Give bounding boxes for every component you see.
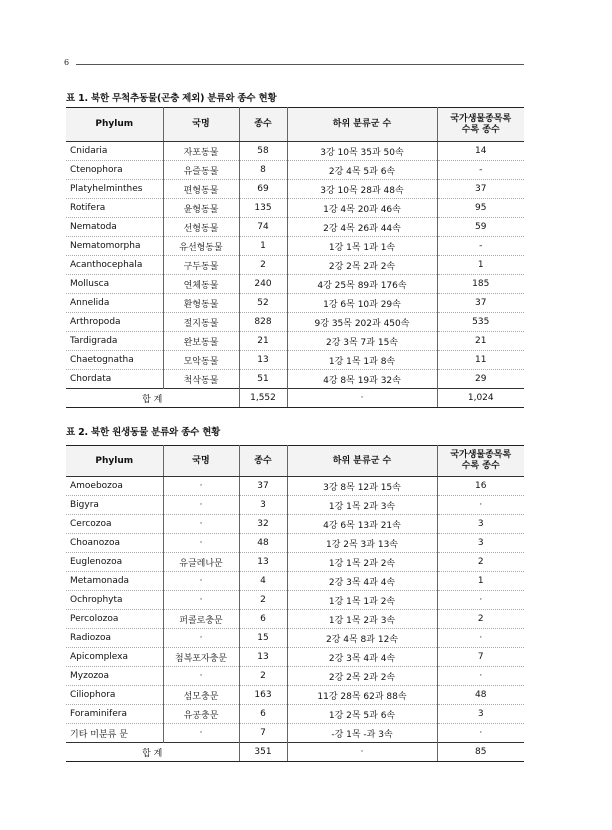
- table-cell: Ciliophora: [66, 686, 163, 705]
- table-row: [66, 256, 524, 275]
- table-cell: 51: [239, 370, 287, 389]
- table-cell: 환형동물: [163, 294, 239, 313]
- table-row: [66, 351, 524, 370]
- table-cell: Myzozoa: [66, 667, 163, 686]
- table-cell: Apicomplexa: [66, 648, 163, 667]
- table-cell: ·: [163, 629, 239, 648]
- table-row: [66, 610, 524, 629]
- table-row: [66, 629, 524, 648]
- table2-header-cell: Phylum: [66, 446, 163, 477]
- table-cell: Arthropoda: [66, 313, 163, 332]
- table-cell: 7: [437, 648, 524, 667]
- table-cell: 135: [239, 199, 287, 218]
- table-row: [66, 332, 524, 351]
- table-cell: Choanozoa: [66, 534, 163, 553]
- table-cell: 1: [437, 256, 524, 275]
- table-cell: 2: [239, 591, 287, 610]
- table-cell: Metamonada: [66, 572, 163, 591]
- table-cell: Euglenozoa: [66, 553, 163, 572]
- total-species: 1,552: [239, 389, 287, 408]
- table-cell: 2강 4목 5과 6속: [287, 161, 437, 180]
- table-cell: 32: [239, 515, 287, 534]
- table-cell: 1강 1목 2과 2속: [287, 553, 437, 572]
- table-cell: 2강 3목 4과 4속: [287, 572, 437, 591]
- table-cell: 37: [239, 477, 287, 496]
- table-cell: 16: [437, 477, 524, 496]
- table-cell: 29: [437, 370, 524, 389]
- table-cell: 퍼콜로충문: [163, 610, 239, 629]
- table-cell: 21: [239, 332, 287, 351]
- table-cell: Nematomorpha: [66, 237, 163, 256]
- table-cell: ·: [163, 667, 239, 686]
- table-cell: 1강 2목 5과 6속: [287, 705, 437, 724]
- table2: [66, 445, 524, 762]
- table-cell: Cercozoa: [66, 515, 163, 534]
- table-cell: 완보동물: [163, 332, 239, 351]
- table-cell: ·: [163, 496, 239, 515]
- table-cell: Bigyra: [66, 496, 163, 515]
- table-cell: 15: [239, 629, 287, 648]
- table-cell: 유선형동물: [163, 237, 239, 256]
- table2-caption: 표 2. 북한 원생동물 분류와 종수 현황: [66, 427, 221, 438]
- table-cell: 185: [437, 275, 524, 294]
- table-cell: 3: [437, 534, 524, 553]
- table-cell: Rotifera: [66, 199, 163, 218]
- table-cell: 2강 3목 7과 15속: [287, 332, 437, 351]
- table-cell: ·: [437, 591, 524, 610]
- table1-caption: 표 1. 북한 무척추동물(곤충 제외) 분류와 종수 현황: [66, 93, 277, 104]
- table-cell: 4강 25목 89과 176속: [287, 275, 437, 294]
- header-rule: [76, 64, 524, 65]
- table2-header-cell: 국가생물종목록 수록 종수: [437, 446, 524, 477]
- table-cell: 1강 6목 10과 29속: [287, 294, 437, 313]
- table1: [66, 107, 524, 408]
- table-cell: Annelida: [66, 294, 163, 313]
- table-cell: 1: [239, 237, 287, 256]
- table-cell: 3: [437, 515, 524, 534]
- table-cell: ·: [437, 496, 524, 515]
- table-cell: 48: [437, 686, 524, 705]
- table-cell: ·: [437, 667, 524, 686]
- table-row: [66, 705, 524, 724]
- table-row: [66, 591, 524, 610]
- table-cell: 1강 1목 2과 3속: [287, 610, 437, 629]
- table-cell: 828: [239, 313, 287, 332]
- total-label: 합 계: [66, 389, 239, 408]
- table-cell: 3: [239, 496, 287, 515]
- table-cell: 모악동물: [163, 351, 239, 370]
- table-row: [66, 553, 524, 572]
- table-cell: 유글레나문: [163, 553, 239, 572]
- table-cell: 6: [239, 610, 287, 629]
- table-cell: 4강 8목 19과 32속: [287, 370, 437, 389]
- table-cell: -: [437, 237, 524, 256]
- table-cell: Percolozoa: [66, 610, 163, 629]
- table-cell: 69: [239, 180, 287, 199]
- table-cell: Foraminifera: [66, 705, 163, 724]
- table-cell: ·: [163, 534, 239, 553]
- table-cell: 기타 미분류 문: [66, 724, 163, 743]
- table-cell: Ochrophyta: [66, 591, 163, 610]
- page-number: 6: [64, 58, 70, 67]
- table-cell: Radiozoa: [66, 629, 163, 648]
- table-cell: ·: [437, 724, 524, 743]
- table-cell: 2강 2목 2과 2속: [287, 256, 437, 275]
- total-row: [66, 743, 524, 762]
- total-listed: 85: [437, 743, 524, 762]
- table-cell: ·: [163, 515, 239, 534]
- table-cell: 74: [239, 218, 287, 237]
- total-listed: 1,024: [437, 389, 524, 408]
- table-cell: 163: [239, 686, 287, 705]
- table-cell: 섬모충문: [163, 686, 239, 705]
- table-cell: -강 1목 -과 3속: [287, 724, 437, 743]
- table-row: [66, 313, 524, 332]
- table-cell: Cnidaria: [66, 142, 163, 161]
- table-cell: 535: [437, 313, 524, 332]
- table-cell: 윤형동물: [163, 199, 239, 218]
- table1-header-cell: Phylum: [66, 108, 163, 142]
- table-cell: 2: [437, 610, 524, 629]
- table-row: [66, 534, 524, 553]
- table-cell: 240: [239, 275, 287, 294]
- table-cell: 1강 1목 2과 3속: [287, 496, 437, 515]
- table-cell: 선형동물: [163, 218, 239, 237]
- table-row: [66, 294, 524, 313]
- table2-header-cell: 국명: [163, 446, 239, 477]
- table-row: [66, 275, 524, 294]
- table-row: [66, 237, 524, 256]
- table-cell: 3: [437, 705, 524, 724]
- table-cell: 2: [239, 256, 287, 275]
- table2-header-cell: 종수: [239, 446, 287, 477]
- table-cell: ·: [437, 629, 524, 648]
- table-cell: 4: [239, 572, 287, 591]
- table-cell: 13: [239, 553, 287, 572]
- table-cell: Chaetognatha: [66, 351, 163, 370]
- table-cell: 2: [437, 553, 524, 572]
- table-row: [66, 218, 524, 237]
- table-cell: 7: [239, 724, 287, 743]
- table-cell: -: [437, 161, 524, 180]
- table-cell: 2강 2목 2과 2속: [287, 667, 437, 686]
- table-cell: 9강 35목 202과 450속: [287, 313, 437, 332]
- table-cell: 자포동물: [163, 142, 239, 161]
- table-cell: 1강 1목 1과 2속: [287, 591, 437, 610]
- table-cell: 52: [239, 294, 287, 313]
- table-cell: 1: [437, 572, 524, 591]
- total-subtaxa: ·: [287, 743, 437, 762]
- table-cell: ·: [163, 591, 239, 610]
- table-cell: 37: [437, 294, 524, 313]
- table-cell: ·: [163, 724, 239, 743]
- table2-header-cell: 하위 분류군 수: [287, 446, 437, 477]
- table-cell: 37: [437, 180, 524, 199]
- table-cell: 편형동물: [163, 180, 239, 199]
- table-row: [66, 370, 524, 389]
- table2-header-row: [66, 446, 524, 477]
- table-row: [66, 142, 524, 161]
- table1-header-cell: 국가생물종목록 수록 종수: [437, 108, 524, 142]
- table-cell: ·: [163, 477, 239, 496]
- table-cell: 3강 10목 35과 50속: [287, 142, 437, 161]
- table-row: [66, 515, 524, 534]
- table-cell: 2: [239, 667, 287, 686]
- table-cell: Platyhelminthes: [66, 180, 163, 199]
- table-cell: 척삭동물: [163, 370, 239, 389]
- table-cell: 1강 1목 1과 8속: [287, 351, 437, 370]
- table-cell: 48: [239, 534, 287, 553]
- table-cell: 첨복포자충문: [163, 648, 239, 667]
- table-cell: Acanthocephala: [66, 256, 163, 275]
- total-species: 351: [239, 743, 287, 762]
- table-cell: 1강 2목 3과 13속: [287, 534, 437, 553]
- table-cell: 11: [437, 351, 524, 370]
- table-cell: 1강 4목 20과 46속: [287, 199, 437, 218]
- table-cell: Chordata: [66, 370, 163, 389]
- table-cell: 2강 3목 4과 4속: [287, 648, 437, 667]
- table-row: [66, 199, 524, 218]
- table-row: [66, 496, 524, 515]
- table-cell: Nematoda: [66, 218, 163, 237]
- table-row: [66, 161, 524, 180]
- table-row: [66, 724, 524, 743]
- table1-header-cell: 종수: [239, 108, 287, 142]
- table-cell: 95: [437, 199, 524, 218]
- table1-header-cell: 국명: [163, 108, 239, 142]
- table-row: [66, 667, 524, 686]
- table-cell: 2강 4목 26과 44속: [287, 218, 437, 237]
- table-row: [66, 477, 524, 496]
- table-cell: Amoebozoa: [66, 477, 163, 496]
- table-row: [66, 686, 524, 705]
- table-cell: 유공충문: [163, 705, 239, 724]
- table-cell: 13: [239, 351, 287, 370]
- table-cell: Mollusca: [66, 275, 163, 294]
- table1-header-row: [66, 108, 524, 142]
- table-cell: 3강 10목 28과 48속: [287, 180, 437, 199]
- table-cell: 59: [437, 218, 524, 237]
- table-cell: 6: [239, 705, 287, 724]
- table-cell: ·: [163, 572, 239, 591]
- table-cell: 13: [239, 648, 287, 667]
- table1-header-cell: 하위 분류군 수: [287, 108, 437, 142]
- table-cell: 연체동물: [163, 275, 239, 294]
- table-cell: 3강 8목 12과 15속: [287, 477, 437, 496]
- total-label: 합 계: [66, 743, 239, 762]
- table-cell: 2강 4목 8과 12속: [287, 629, 437, 648]
- table2-body: [66, 477, 524, 762]
- table-cell: Tardigrada: [66, 332, 163, 351]
- table-cell: 14: [437, 142, 524, 161]
- table-cell: 구두동물: [163, 256, 239, 275]
- table-cell: 1강 1목 1과 1속: [287, 237, 437, 256]
- total-subtaxa: ·: [287, 389, 437, 408]
- table-cell: 58: [239, 142, 287, 161]
- table-cell: Ctenophora: [66, 161, 163, 180]
- table-cell: 4강 6목 13과 21속: [287, 515, 437, 534]
- total-row: [66, 389, 524, 408]
- table-cell: 11강 28목 62과 88속: [287, 686, 437, 705]
- table1-body: [66, 142, 524, 408]
- table-cell: 절지동물: [163, 313, 239, 332]
- table-cell: 8: [239, 161, 287, 180]
- table-cell: 유즐동물: [163, 161, 239, 180]
- table-row: [66, 648, 524, 667]
- table-cell: 21: [437, 332, 524, 351]
- table-row: [66, 572, 524, 591]
- table-row: [66, 180, 524, 199]
